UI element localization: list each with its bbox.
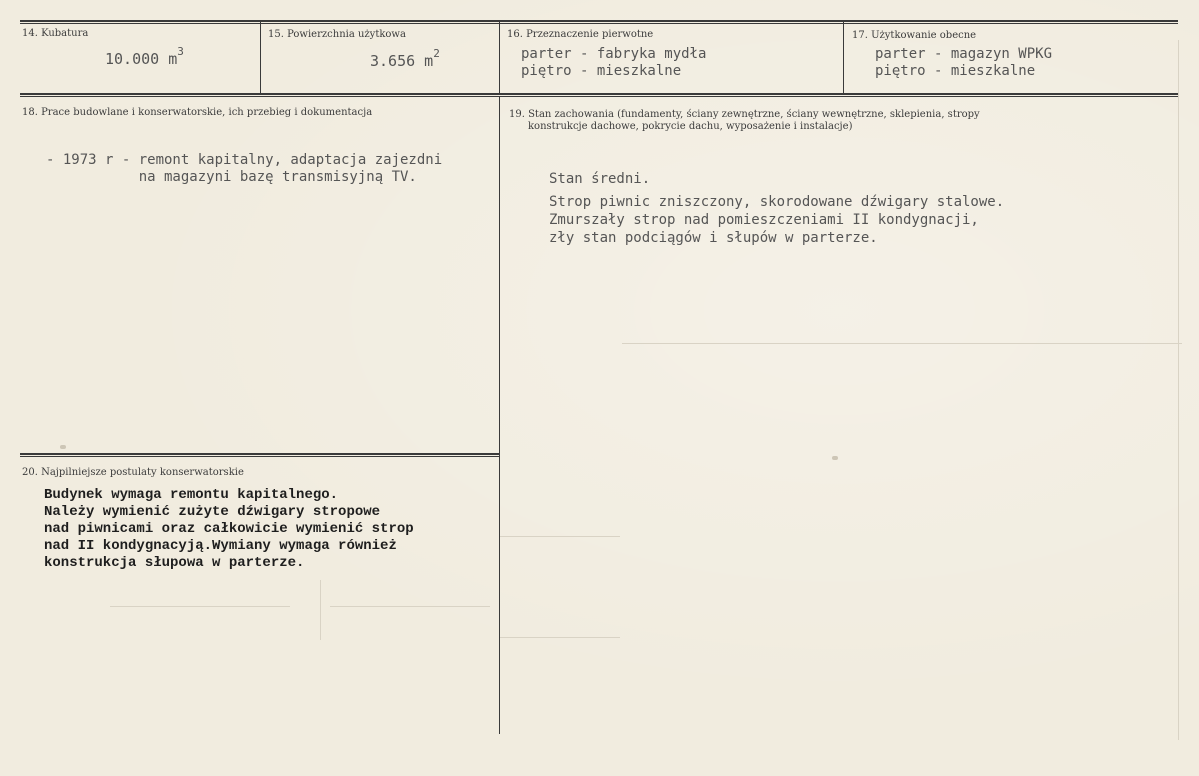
divider-14-15 (260, 20, 261, 94)
field-15-label: 15. Powierzchnia użytkowa (268, 29, 406, 40)
field20-rule (20, 453, 499, 455)
field-20-line-1: Budynek wymaga remontu kapitalnego. (44, 487, 339, 503)
divider-15-16 (499, 20, 500, 94)
top-rule (20, 20, 1178, 22)
field-19-line-5: zły stan podciągów i słupów w parterze. (549, 230, 878, 246)
field-20-line-2: Należy wymienić zużyte dźwigary stropowe (44, 504, 381, 520)
field-18-label: 18. Prace budowlane i konserwatorskie, ich przebieg i dokumentacja (22, 107, 373, 118)
field-14-unit-sup: 3 (177, 45, 184, 58)
bleed-line (500, 536, 620, 537)
field-17-label: 17. Użytkowanie obecne (852, 30, 977, 41)
bleed-line (330, 606, 490, 607)
field-20-line-4: nad II kondygnacyją.Wymiany wymaga również (44, 538, 397, 554)
field-14-number: 10.000 m (105, 50, 178, 68)
bleed-mark (832, 456, 838, 460)
field-14-label: 14. Kubatura (22, 28, 89, 39)
bleed-line (110, 606, 290, 607)
field-16-line-2: piętro - mieszkalne (521, 63, 682, 79)
main-divider (499, 96, 500, 734)
bleed-mark (60, 445, 66, 449)
field-18-line-1: - 1973 r - remont kapitalny, adaptacja zajezdni (46, 152, 443, 168)
field-20-line-3: nad piwnicami oraz całkowicie wymienić strop (44, 521, 414, 537)
field-15-number: 3.656 m (370, 52, 434, 70)
field-19-line-4: Zmurszały strop nad pomieszczeniami II kondygnacji, (549, 212, 979, 228)
field-19-line-1: Stan średni. (549, 171, 651, 187)
top-rule-2 (20, 23, 1178, 24)
bleed-line (1178, 40, 1179, 740)
field-17-line-2: piętro - mieszkalne (875, 63, 1036, 79)
field-16-label: 16. Przeznaczenie pierwotne (507, 29, 654, 40)
field-19-line-3: Strop piwnic zniszczony, skorodowane dźwigary stalowe. (549, 194, 1005, 210)
bleed-line (622, 343, 1182, 344)
field-20-label: 20. Najpilniejsze postulaty konserwatorskie (22, 467, 244, 478)
field20-rule-2 (20, 456, 499, 457)
divider-16-17 (843, 20, 844, 94)
bleed-line (320, 580, 321, 640)
field-18-line-2: na magazyni bazę transmisyjną TV. (46, 169, 417, 185)
field-17-line-1: parter - magazyn WPKG (875, 46, 1053, 62)
field-19-label-line-1: 19. Stan zachowania (fundamenty, ściany zewnętrzne, ściany wewnętrzne, sklepienia, stropy (509, 109, 980, 120)
field-20-line-5: konstrukcja słupowa w parterze. (44, 555, 305, 571)
field-15-unit-sup: 2 (433, 47, 440, 60)
bleed-line (500, 637, 620, 638)
row1-rule (20, 93, 1178, 95)
field-15-value (370, 47, 440, 70)
field-19-label-line-2: konstrukcje dachowe, pokrycie dachu, wyposażenie i instalacje) (528, 121, 853, 132)
field-14-value (105, 45, 184, 68)
field-16-line-1: parter - fabryka mydła (521, 46, 707, 62)
row1-rule-2 (20, 96, 1178, 97)
